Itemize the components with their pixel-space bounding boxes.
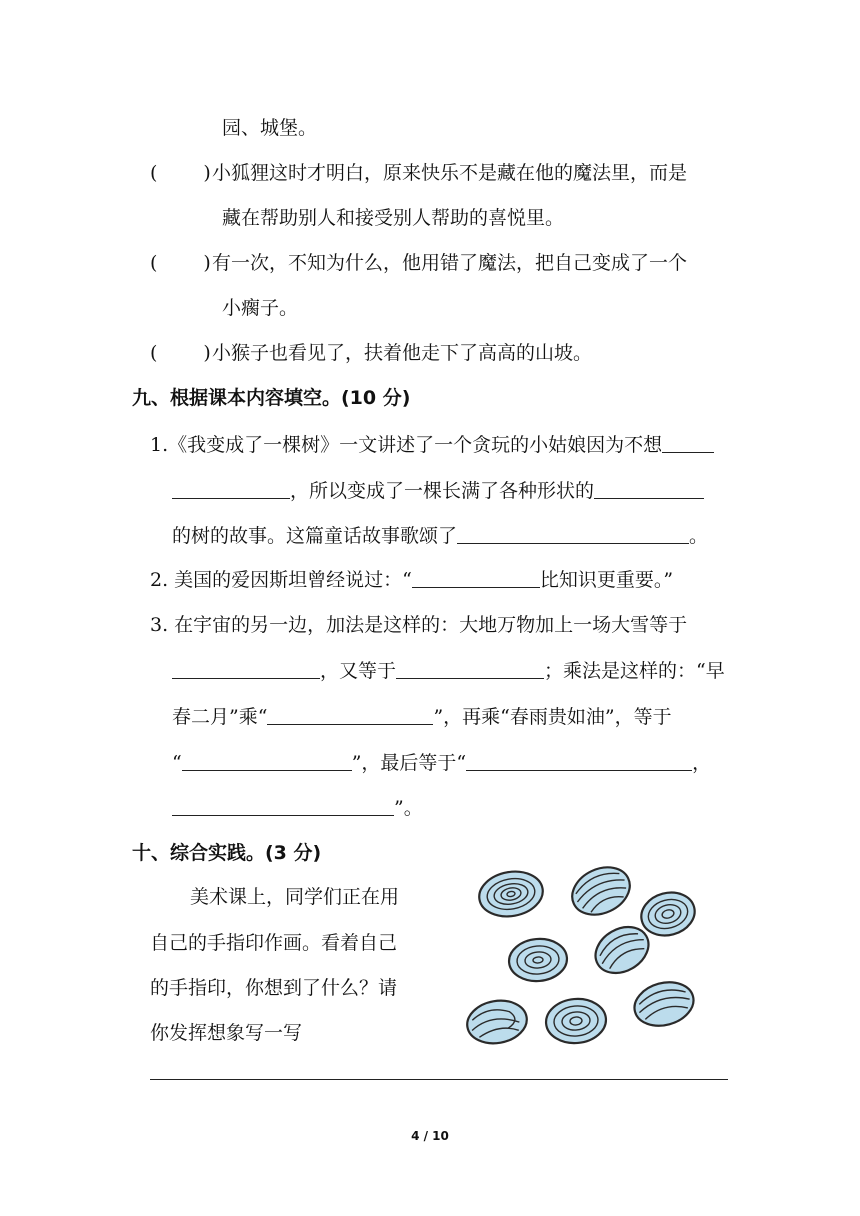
section-10-title: 十、综合实践。(3 分) (132, 842, 322, 864)
q1-line2: ，所以变成了一棵长满了各种形状的 (172, 478, 704, 504)
order-paren[interactable]: ( ) (150, 162, 211, 184)
blank[interactable] (172, 658, 320, 679)
order-paren[interactable]: ( ) (150, 252, 211, 274)
blank[interactable] (182, 750, 352, 771)
blank[interactable] (662, 432, 714, 453)
q3-line2: ，又等于 ；乘法是这样的：“早 (172, 658, 725, 684)
order-item: ( )小猴子也看见了，扶着他走下了高高的山坡。 (150, 342, 593, 364)
answer-line[interactable] (150, 1079, 728, 1080)
fingerprint-3 (636, 887, 699, 942)
s10-text-line: 美术课上，同学们正在用 (190, 886, 400, 908)
fingerprint-8 (630, 976, 699, 1032)
page-number: 4 / 10 (411, 1129, 449, 1143)
blank[interactable] (267, 704, 433, 725)
order-item-line2: 小瘸子。 (222, 297, 299, 319)
s10-text-line: 的手指印，你想到了什么？请 (150, 977, 398, 999)
blank[interactable] (412, 567, 540, 588)
fingerprint-7 (544, 996, 608, 1045)
blank[interactable] (457, 523, 689, 544)
fingerprint-6 (464, 996, 530, 1048)
order-item-continuation: 园、城堡。 (222, 117, 318, 139)
s10-text-line: 你发挥想象写一写 (150, 1022, 303, 1044)
q3-line1: 3. 在宇宙的另一边，加法是这样的：大地万物加上一场大雪等于 (150, 614, 688, 636)
fingerprints-illustration (458, 858, 708, 1058)
order-paren[interactable]: ( ) (150, 342, 211, 364)
order-item-line2: 藏在帮助别人和接受别人帮助的喜悦里。 (222, 207, 565, 229)
q1-line3: 的树的故事。这篇童话故事歌颂了 。 (172, 525, 709, 547)
blank[interactable] (466, 750, 692, 771)
s10-text-line: 自己的手指印作画。看着自己 (150, 932, 398, 954)
q3-line4: “ ”，最后等于“ ， (172, 752, 712, 774)
q2-line: 2. 美国的爱因斯坦曾经说过：“ 比知识更重要。” (150, 569, 674, 591)
order-item: ( )有一次，不知为什么，他用错了魔法，把自己变成了一个 (150, 252, 688, 274)
q1-line1: 1.《我变成了一棵树》一文讲述了一个贪玩的小姑娘因为不想 (150, 432, 714, 458)
fingerprint-2 (565, 858, 638, 923)
q3-line5: ”。 (172, 795, 423, 821)
blank[interactable] (172, 795, 394, 816)
blank[interactable] (594, 478, 704, 499)
blank[interactable] (172, 478, 290, 499)
fingerprint-4 (507, 937, 568, 984)
blank[interactable] (396, 658, 544, 679)
order-item: ( )小狐狸这时才明白，原来快乐不是藏在他的魔法里，而是 (150, 162, 688, 184)
section-9-title: 九、根据课本内容填空。(10 分) (132, 387, 411, 409)
fingerprint-1 (476, 867, 547, 921)
q3-line3: 春二月”乘“ ”，再乘“春雨贵如油”，等于 (172, 706, 672, 728)
